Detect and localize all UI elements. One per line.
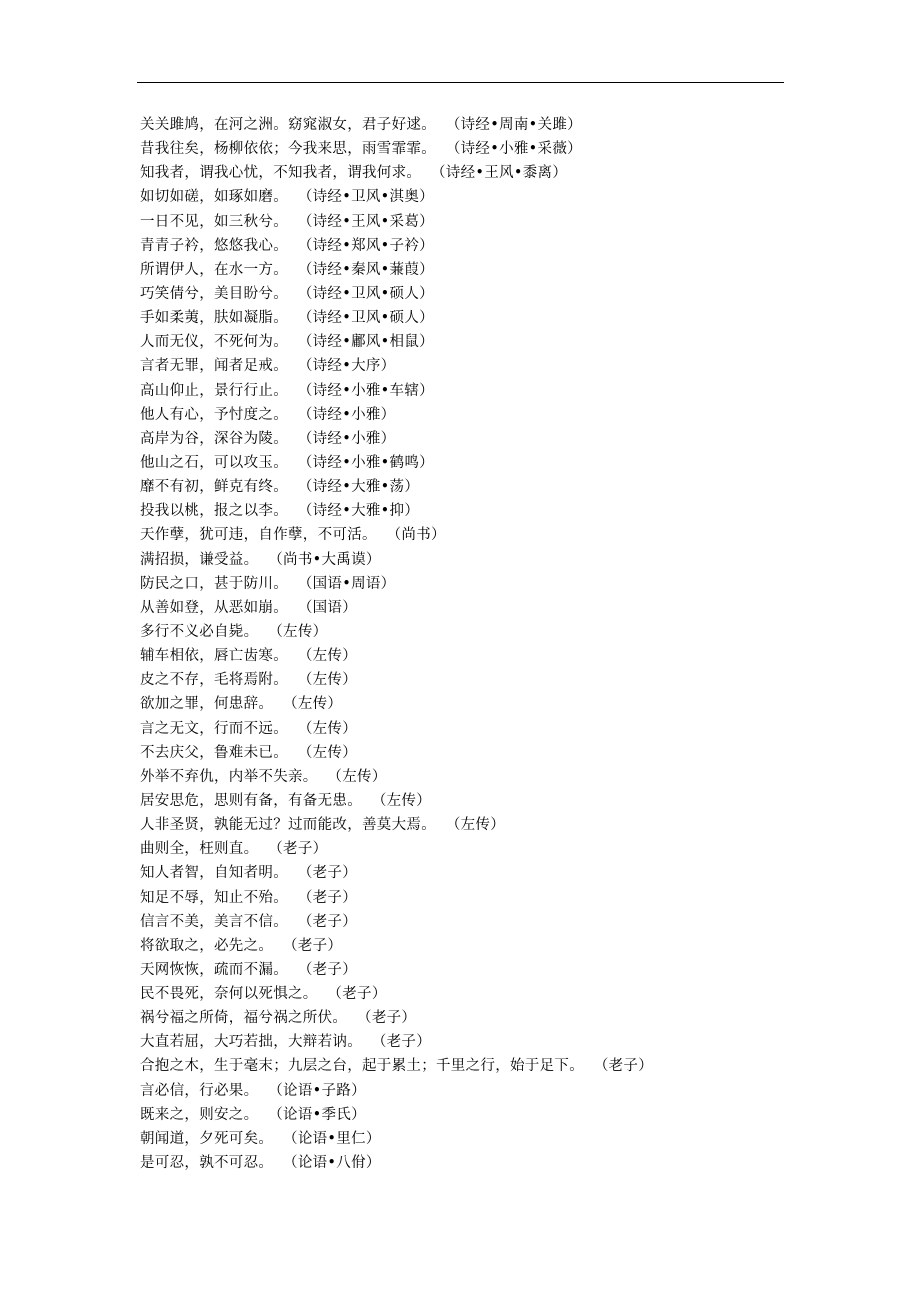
quotation-line: 人非圣贤，孰能无过？过而能改，善莫大焉。 （左传） [140,817,506,834]
quotation-line: 言之无文，行而不远。 （左传） [140,720,358,737]
quotation-line: 大直若屈，大巧若拙，大辩若讷。 （老子） [140,1034,432,1051]
header-rule [137,82,784,83]
quotation-line: 知人者智，自知者明。 （老子） [140,865,358,882]
quotation-line: 将欲取之，必先之。 （老子） [140,937,343,954]
quotation-line: 青青子衿，悠悠我心。 （诗经•郑风•子衿） [140,237,434,254]
quotation-line: 关关雎鸠，在河之洲。窈窕淑女，君子好逑。 （诗经•周南•关雎） [140,117,582,133]
quotation-line: 天作孽，犹可违，自作孽，不可活。 （尚书） [140,527,446,544]
quotation-line: 他人有心，予忖度之。 （诗经•小雅） [140,406,396,423]
quotation-line: 合抱之木，生于毫末；九层之台，起于累土；千里之行，始于足下。 （老子） [140,1058,654,1075]
quotation-line: 靡不有初，鲜克有终。 （诗经•大雅•荡） [140,479,420,496]
quotation-line: 祸兮福之所倚，福兮祸之所伏。 （老子） [140,1010,417,1027]
quotation-line: 投我以桃，报之以李。 （诗经•大雅•抑） [140,503,420,520]
quotation-line: 满招损，谦受益。 （尚书•大禹谟） [140,551,381,568]
quotation-line: 多行不义必自毙。 （左传） [140,623,328,640]
quotation-line: 高岸为谷，深谷为陵。 （诗经•小雅） [140,430,396,447]
quotation-line: 防民之口，甚于防川。 （国语•周语） [140,575,396,592]
quotation-line: 是可忍，孰不可忍。 （论语•八佾） [140,1155,381,1172]
quotation-line: 言必信，行必果。 （论语•子路） [140,1082,366,1099]
quotation-line: 高山仰止，景行行止。 （诗经•小雅•车辖） [140,382,434,399]
quotation-line: 所谓伊人，在水一方。 （诗经•秦风•蒹葭） [140,261,434,278]
quotation-line: 居安思危，思则有备，有备无患。 （左传） [140,792,432,809]
quotation-line: 信言不美，美言不信。 （老子） [140,913,358,930]
quotation-line: 人而无仪，不死何为。 （诗经•鄘风•相鼠） [140,334,434,351]
quotation-line: 巧笑倩兮，美目盼兮。 （诗经•卫风•硕人） [140,285,434,302]
quotation-line: 手如柔荑，肤如凝脂。 （诗经•卫风•硕人） [140,310,434,327]
quotation-line: 言者无罪，闻者足戒。 （诗经•大序） [140,358,396,375]
quotation-line: 知我者，谓我心忧，不知我者，谓我何求。 （诗经•王风•黍离） [140,165,568,182]
quotation-line: 外举不弃仇，内举不失亲。 （左传） [140,768,387,785]
quotation-line: 既来之，则安之。 （论语•季氏） [140,1106,366,1123]
quotation-line: 天网恢恢，疏而不漏。 （老子） [140,961,358,978]
quotation-line: 一日不见，如三秋兮。 （诗经•王风•采葛） [140,213,434,230]
quotation-line: 如切如磋，如琢如磨。 （诗经•卫风•淇奥） [140,189,434,206]
quotation-list [140,113,780,1175]
quotation-line: 从善如登，从恶如崩。 （国语） [140,599,358,616]
quotation-line: 欲加之罪，何患辞。 （左传） [140,696,343,713]
quotation-line: 皮之不存，毛将焉附。 （左传） [140,672,358,689]
quotation-line: 知足不辱，知止不殆。 （老子） [140,889,358,906]
quotation-line: 不去庆父，鲁难未已。 （左传） [140,744,358,761]
quotation-line: 辅车相依，唇亡齿寒。 （左传） [140,648,358,665]
quotation-line: 曲则全，枉则直。 （老子） [140,841,328,858]
quotation-line: 他山之石，可以攻玉。 （诗经•小雅•鹤鸣） [140,454,434,471]
quotation-line: 朝闻道，夕死可矣。 （论语•里仁） [140,1130,381,1147]
quotation-line: 昔我往矣，杨柳依依；今我来思，雨雪霏霏。 （诗经•小雅•采薇） [140,141,582,158]
quotation-line: 民不畏死，奈何以死惧之。 （老子） [140,986,387,1003]
